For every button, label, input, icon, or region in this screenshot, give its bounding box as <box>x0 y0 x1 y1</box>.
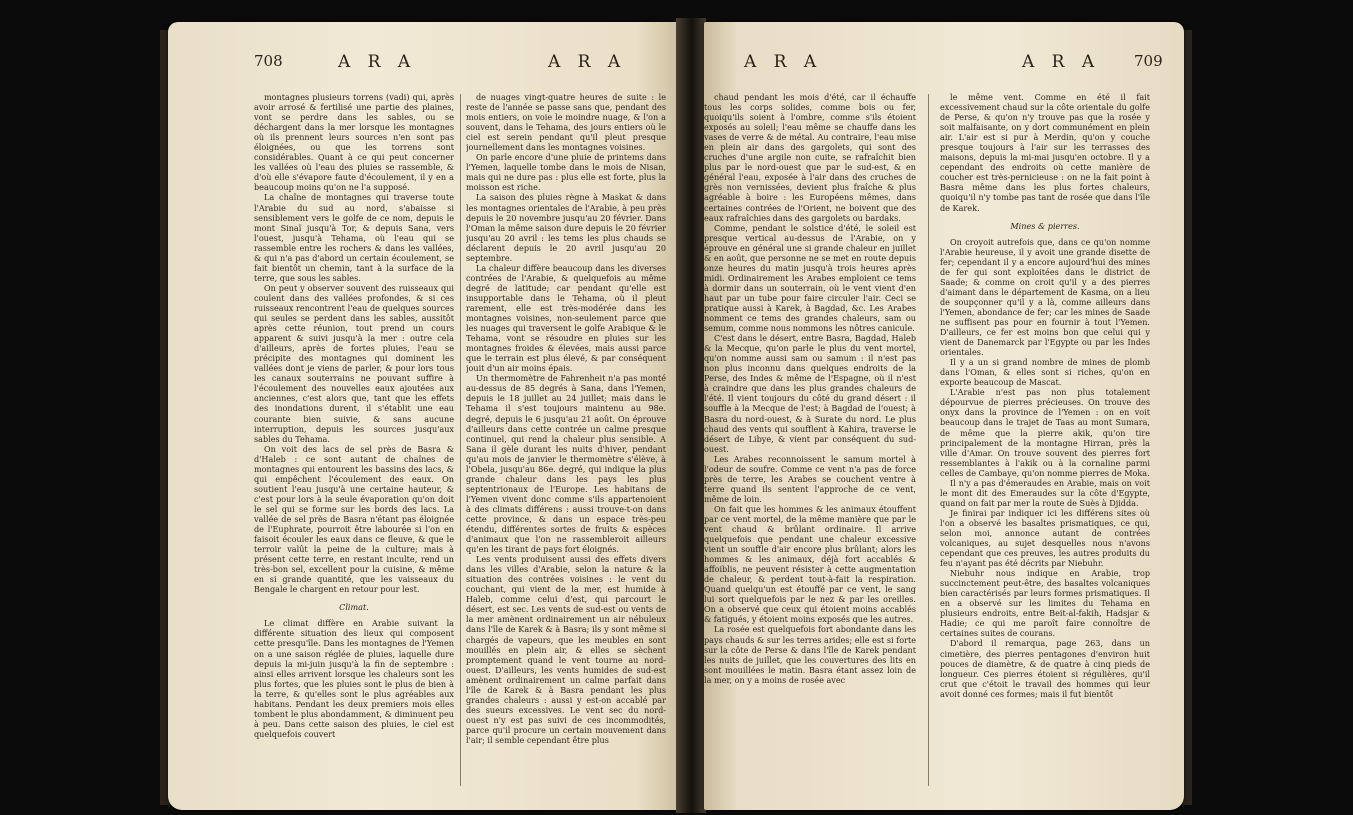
right-column-1 <box>704 92 916 794</box>
paragraph: D'abord il remarqua, page 263, dans un cimetière, des pierres pentagones d'environ huit pouces de diamètre, & de quatre à cinq pieds de longueur. Ces pierres étoient si régulières, qu'il crut que c'étoit le travail des hommes qui leur avoit donné ces formes; mais il fut bientôt <box>940 638 1150 699</box>
paragraph: On parle encore d'une pluie de printems dans l'Yemen, laquelle tombe dans le mois de Nisan, mais qui ne dure pas : plus elle est forte, plus la moisson est riche. <box>466 152 666 193</box>
paragraph: Le climat diffère en Arabie suivant la différente situation des lieux qui composent cette presqu'île. Dans les montagnes de l'Yemen on a une saison réglée de pluies, laquelle dure depuis la mi-juin jusqu'à la fin de septembre : ainsi elles arrivent lorsque les chaleurs sont les plus fortes, que les pluies sont le plus de bien à la terre, & qu'elles sont le plus agréables aux habitans. Pendant les deux premiers mois elles tombent le plus abondamment, & diminuent peu à peu. Dans cette saison des pluies, le ciel est quelquefois couvert <box>254 618 454 739</box>
paragraph: L'Arabie n'est pas non plus totalement dépourvue de pierres précieuses. On trouve des onyx dans la province de l'Yemen : on en voit beaucoup dans le trajet de Taas au mont Sumara, de même que la pierre akik, qu'on tire principalement de la montagne Hirran, près la ville d'Amar. On trouve souvent des pierres fort ressemblantes à l'akik ou à la cornaline parmi celles de Cambaye, qu'on nomme pierres de Moka. <box>940 387 1150 478</box>
left-running-head <box>168 52 678 76</box>
section-heading-climat: Climat. <box>339 602 369 613</box>
paragraph: La saison des pluies règne à Maskat & dans les montagnes orientales de l'Arabie, à peu près depuis le 20 novembre jusqu'au 20 février. Dans l'Oman la même saison dure depuis le 20 février jusqu'au 20 avril : les tems les plus chauds se déclarent depuis le 20 avril jusqu'au 20 septembre. <box>466 192 666 263</box>
left-page <box>168 22 678 810</box>
paragraph: Il n'y a pas d'émeraudes en Arabie, mais on voit le mont dit des Emeraudes sur la côte d'Egypte, quand on fait par mer la route de Suès à Djidda. <box>940 477 1150 508</box>
paragraph: On peut y observer souvent des ruisseaux qui coulent dans des vallées profondes, & si ces ruisseaux rencontrent l'eau de quelques sources qui seules se perdent dans les sables, aussitôt après cette réunion, tout prend un cours apparent & suivi jusqu'à la mer : outre cela d'ailleurs, après de fortes pluies, l'eau se précipite des montagnes qui dominent les vallées dont je viens de parler, & pour lors tous les canaux souterrains ne pouvant suffire à l'écoulement des nouvelles eaux ajoutées aux anciennes, c'est alors que, tant que les effets des inondations durent, il s'établit une eau courante bien suivie, & sans aucune interruption, depuis les sources jusqu'aux sables du Tehama. <box>254 282 454 444</box>
left-column-2 <box>466 92 666 794</box>
left-headword-outer: A R A <box>338 52 417 72</box>
paragraph: Il y a un si grand nombre de mines de plomb dans l'Oman, & elles sont si riches, qu'on en exporte beaucoup de Mascat. <box>940 357 1150 388</box>
left-col2-paragraphs <box>466 92 666 745</box>
paragraph: chaud pendant les mois d'été, car il échauffe tous les corps solides, comme bois ou fer, quoiqu'ils soient à l'ombre, comme s'ils étoient exposés au soleil; l'eau même se chauffe dans les vases de verre & de métal. Au contraire, l'eau mise en plein air dans des gargolets, qui sont des cruches d'une argile non cuite, se rafraîchit bien plus par le nord-ouest que par le sud-est, & en général l'eau, exposée à l'air dans des cruches de grès non vernissées, devient plus fraîche & plus agréable à boire : les Européens mêmes, dans certaines contrées de l'Orient, ne boivent que des eaux rafraîchies dans des gargolets ou bardaks. <box>704 92 916 223</box>
right-col2-after-paragraphs <box>940 237 1150 699</box>
right-column-2 <box>940 92 1150 794</box>
paragraph: On fait que les hommes & les animaux étouffent par ce vent mortel, de la même manière que par le vent chaud & brûlant ordinaire. Il arrive quelquefois que pendant une chaleur excessive vient un souffle d'air encore plus brûlant; alors les hommes & les animaux, déjà fort accablés & affoiblis, ne peuvent résister à cette augmentation de chaleur, & perdent tout-à-fait la respiration. Quand quelqu'un est étouffé par ce vent, le sang lui sort quelquefois par le nez & par les oreilles. On a observé que ceux qui étoient moins accablés & fatigués, y étoient moins exposés que les autres. <box>704 503 916 625</box>
paragraph: Les vents produisent aussi des effets divers dans les villes d'Arabie, selon la nature & la situation des contrées voisines : le vent du couchant, qui vient de la mer, est humide à Haleb, comme celui d'est, qui parcourt le désert, est sec. Les vents de sud-est ou vents de la mer amènent ordinairement un air nébuleux dans l'île de Karek & à Basra; ils y sont même si chargés de vapeurs, que les meubles en sont mouillés en plein air, & elles se sèchent promptement quand le vent tourne au nord-ouest. D'ailleurs, les vents humides de sud-est amènent ordinairement un calme parfait dans l'île de Karek & à Basra pendant les plus grandes chaleurs : aussi y est-on accablé par des sueurs excessives. Le vent sec du nord-ouest n'y est pas suivi de ces incommodités, parce qu'il procure un certain mouvement dans l'air; il semble cependant être plus <box>466 554 666 745</box>
paragraph: montagnes plusieurs torrens (vadi) qui, après avoir arrosé & fertilisé une partie des plaines, vont se perdre dans les sables, ou se déchargent dans la mer lorsque les montagnes où ils prennent leurs sources n'en sont pas éloignées, ou que les torrens sont considérables. Quant à ce qui peut concerner les vallées où l'eau des pluies se rassemble, & d'où elle s'évapore faute d'écoulement, il y en a beaucoup moins qu'on ne l'a supposé. <box>254 92 454 193</box>
right-col2-paragraphs <box>940 92 1150 213</box>
right-running-head <box>704 52 1184 76</box>
paragraph: Niebuhr nous indique en Arabie, trop succinctement peut-être, des basaltes volcaniques bien caractérisés par leurs formes prismatiques. Il en a observé sur les limites du Tehama en plusieurs endroits, entre Beit-al-fakih, Hadsjar & Hadie; ce qui me paroît faire connoître de certaines suites de courans. <box>940 568 1150 639</box>
right-col1-paragraphs <box>704 92 916 685</box>
paragraph: On voit des lacs de sel près de Basra & d'Haleb : ce sont autant de chaînes de montagnes qui entourent les bassins des lacs, & qui empêchent l'écoulement des eaux. On soutient l'eau jusqu'à une certaine hauteur, & c'est pour lors à la seule évaporation qu'on doit le sel qui se forme sur les bords des lacs. La vallée de sel près de Basra n'étant pas éloignée de l'Euphrate, pourroit être labourée si l'on en faisoit écouler les eaux dans ce fleuve, & que le terroir valût la peine de la culture; mais à présent cette terre, en restant inculte, rend un très-bon sel, excellent pour la cuisine, & même en si grande quantité, que les vaisseaux du Bengale le chargent en retour pour lest. <box>254 443 454 595</box>
right-page <box>704 22 1184 810</box>
left-col1-paragraphs <box>254 92 454 594</box>
paragraph: Les Arabes reconnoissent le samum mortel à l'odeur de soufre. Comme ce vent n'a pas de force près de terre, les Arabes se couchent ventre à terre quand ils sentent l'approche de ce vent, même de loin. <box>704 453 916 504</box>
paragraph: La chaleur diffère beaucoup dans les diverses contrées de l'Arabie, & quelquefois au même degré de latitude; car pendant qu'elle est insupportable dans le Tehama, où il pleut rarement, elle est très-modérée dans les montagnes voisines, non-seulement parce que les nuages qui traversent le golfe Arabique & le Tehama, vont se résoudre en pluies sur les montagnes froides & élevées, mais aussi parce que le terrain est plus élevé, & par conséquent jouit d'un air moins épais. <box>466 262 666 374</box>
book-gutter <box>676 18 706 813</box>
paragraph: Comme, pendant le solstice d'été, le soleil est presque vertical au-dessus de l'Arabie, on y éprouve en général une si grande chaleur en juillet & en août, que personne ne se met en route depuis onze heures du matin jusqu'à trois heures après midi. Ordinairement les Arabes emploient ce tems à dormir dans un souterrain, où le vent vient d'en haut par un tube pour faire circuler l'air. Ceci se pratique aussi à Karek, à Bagdad, &c. Les Arabes nomment ce tems des grandes chaleurs, sam ou semum, comme nous nommons les nôtres canicule. <box>704 222 916 334</box>
left-headword-inner: A R A <box>548 52 627 72</box>
right-column-rule <box>928 94 929 786</box>
paragraph: de nuages vingt-quatre heures de suite : le reste de l'année se passe sans que, pendant des mois entiers, on voie le moindre nuage, & l'on a souvent, dans le Tehama, des jours entiers où le ciel est serein pendant qu'il pleut presque journellement dans les montagnes voisines. <box>466 92 666 153</box>
paragraph: le même vent. Comme en été il fait excessivement chaud sur la côte orientale du golfe de Perse, & qu'on n'y trouve pas que la rosée y soit malfaisante, on y dort communément en plein air. L'air est si pur à Merdin, qu'on y couche presque toujours à l'air sur les terrasses des maisons, depuis la mi-mai jusqu'en octobre. Il y a cependant des endroits où cette manière de coucher est très-pernicieuse : on ne la fait point à Basra même dans les plus fortes chaleurs, quoiqu'il n'y tombe pas tant de rosée que dans l'île de Karek. <box>940 92 1150 213</box>
right-headword-outer: A R A <box>1022 52 1101 72</box>
paragraph: C'est dans le désert, entre Basra, Bagdad, Haleb & la Mecque, qu'on parle le plus du vent mortel, qu'on nomme aussi sam ou samum : il n'est pas non plus inconnu dans quelques endroits de la Perse, des Indes & même de l'Espagne, où il n'est à craindre que dans les plus grandes chaleurs de l'été. Il vient toujours du côté du grand désert : il souffle à la Mecque de l'est; à Bagdad de l'ouest; à Basra du nord-ouest, & à Surate du nord. Le plus chaud des vents qui soufflent à Kahira, traverse le désert de Libye, & vient par conséquent du sud-ouest. <box>704 333 916 454</box>
paragraph: Un thermomètre de Fahrenheit n'a pas monté au-dessus de 85 degrés à Sana, dans l'Yemen, depuis le 18 juillet au 24 juillet; mais dans le Tehama il s'est toujours maintenu au 98e. degré, depuis le 6 jusqu'au 21 août. On éprouve d'ailleurs dans cette contrée un calme presque continuel, qui rend la chaleur plus sensible. A Sana il gèle durant les nuits d'hiver, pendant qu'au mois de janvier le thermomètre s'élève, à l'Obela, jusqu'au 86e. degré, qui indique la plus grande chaleur dans les pays les plus septentrionaux de l'Europe. Les habitans de l'Yemen vivent donc comme s'ils appartenoient à des climats différens : aussi trouve-t-on dans cette province, & dans un espace très-peu étendu, différentes sortes de fruits & espèces d'animaux que l'on ne rassembleroit ailleurs qu'en les tirant de pays fort éloignés. <box>466 373 666 555</box>
paragraph: On croyoit autrefois que, dans ce qu'on nomme l'Arabie heureuse, il y avoit une grande disette de fer; cependant il y a encore aujourd'hui des mines de fer qui sont exploitées dans le district de Saade; & comme on croit qu'il y a des pierres d'aimant dans le département de Kasma, on a lieu de soupçonner qu'il y a là, comme ailleurs dans l'Yemen, abondance de fer; car les mines de Saade ne suffisent pas pour en fournir à tout l'Yemen. D'ailleurs, ce fer est moins bon que celui qui y vient de Danemarck par l'Egypte ou par les Indes orientales. <box>940 236 1150 358</box>
paragraph: La rosée est quelquefois fort abondante dans les pays chauds & sur les terres arides; elle est si forte sur la côte de Perse & dans l'île de Karek pendant les nuits de juillet, que les couvertures des lits en sont mouillées le matin. Basra étant assez loin de la mer, on y a moins de rosée avec <box>704 624 916 685</box>
left-column-1 <box>254 92 454 794</box>
section-heading-mines: Mines & pierres. <box>1010 220 1080 231</box>
left-col1-after-paragraphs <box>254 618 454 739</box>
right-page-number: 709 <box>1134 52 1163 70</box>
left-page-number: 708 <box>254 52 283 70</box>
right-headword-inner: A R A <box>744 52 823 72</box>
paragraph: Je finirai par indiquer ici les différens sites où l'on a observé les basaltes prismatiques, ce qui, selon moi, annonce autant de contrées volcaniques, au sujet desquelles nous n'avons cependant que ces preuves, les autres produits du feu n'ayant pas été décrits par Niebuhr. <box>940 507 1150 569</box>
paragraph: La chaîne de montagnes qui traverse toute l'Arabie du sud au nord, s'abaisse si sensiblement vers le golfe de ce nom, depuis le mont Sinaï jusqu'à Tor, & depuis Sana, vers l'ouest, jusqu'à Tehama, où l'eau qui se rassemble entre les rochers & dans les vallées, & qui n'a pas d'abord un certain écoulement, se fait bientôt un chemin, tant à la surface de la terre, que sous les sables. <box>254 192 454 283</box>
left-column-rule <box>460 94 461 786</box>
